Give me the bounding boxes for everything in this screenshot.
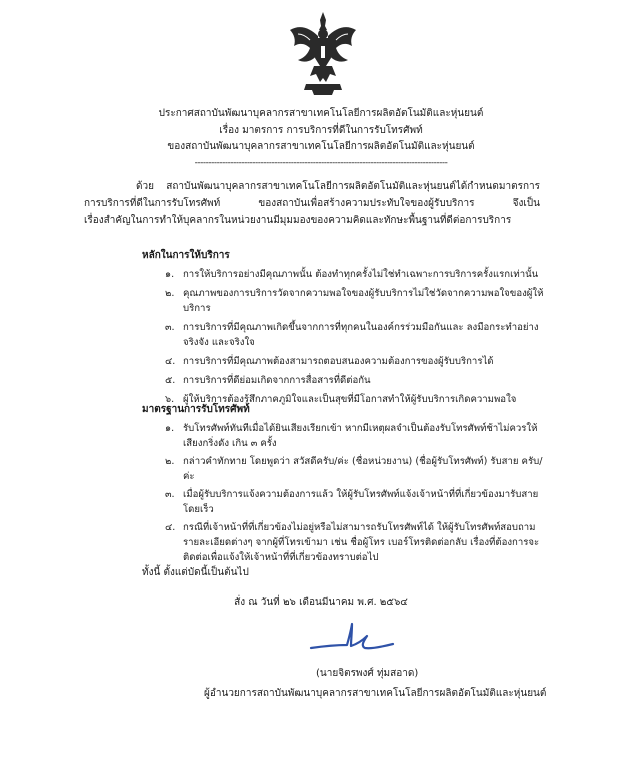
principles-heading: หลักในการให้บริการ — [142, 250, 230, 261]
list-item — [165, 421, 545, 451]
item-number: ๑. — [165, 269, 175, 280]
item-number: ๔. — [165, 522, 176, 533]
item-text: เมื่อผู้รับบริการแจ้งความต้องการแล้ว ให้ผู้รับโทรศัพท์แจ้งเจ้าหน้าที่ที่เกี่ยวข้องมารับสายโดยเร็ว — [183, 489, 539, 515]
announcement-title: ประกาศสถาบันพัฒนาบุคลากรสาขาเทคโนโลยีการผลิตอัตโนมัติและหุ่นยนต์ — [158, 108, 484, 119]
item-text: การบริการที่มีคุณภาพเกิดขึ้นจากการที่ทุกคนในองค์กรร่วมมือกันและ ลงมือกระทำอย่างจริงจัง และจริงใจ — [183, 322, 539, 348]
item-number: ๓. — [165, 489, 175, 500]
handwritten-signature-icon — [305, 618, 397, 660]
item-text: ผู้ให้บริการต้องรู้สึกภาคภูมิใจและเป็นสุขที่มีโอกาสทำให้ผู้รับบริการเกิดความพอใจ — [183, 394, 517, 405]
item-text: รับโทรศัพท์ทันทีเมื่อได้ยินเสียงเรียกเข้า หากมีเหตุผลจำเป็นต้องรับโทรศัพท์ช้าไม่ควรให้เสียงกริ่งดัง เกิน ๓ ครั้ง — [183, 423, 538, 449]
item-number: ๓. — [165, 322, 175, 333]
item-number: ๔. — [165, 356, 176, 367]
item-number: ๒. — [165, 456, 175, 467]
principles-list — [165, 267, 545, 411]
item-number: ๖. — [165, 394, 175, 405]
item-text: การบริการที่ดีย่อมเกิดจากการสื่อสารที่ดีต่อกัน — [183, 375, 371, 386]
closing-statement: ทั้งนี้ ตั้งแต่บัดนี้เป็นต้นไป — [142, 567, 249, 578]
item-number: ๕. — [165, 375, 176, 386]
announcement-subject: เรื่อง มาตรการ การบริการที่ดีในการรับโทรศัพท์ — [219, 125, 423, 136]
list-item — [165, 267, 545, 282]
intro-paragraph — [84, 178, 540, 229]
item-text: กล่าวคำทักทาย โดยพูดว่า สวัสดีครับ/ค่ะ (ชื่อหน่วยงาน) (ชื่อผู้รับโทรศัพท์) รับสาย ครับ/ค่ะ — [183, 456, 543, 482]
list-item — [165, 354, 545, 369]
list-item — [165, 487, 545, 517]
item-number: ๒. — [165, 288, 175, 299]
list-item — [165, 320, 545, 350]
list-item — [165, 373, 545, 388]
garuda-emblem-icon — [286, 10, 360, 96]
list-item — [165, 520, 545, 565]
divider: -------------------------------------------------------------------------------------------- — [194, 158, 448, 168]
issue-date: สั่ง ณ วันที่ ๒๖ เดือนมีนาคม พ.ศ. ๒๕๖๔ — [234, 597, 408, 608]
announcement-issuer: ของสถาบันพัฒนาบุคลากรสาขาเทคโนโลยีการผลิตอัตโนมัติและหุ่นยนต์ — [167, 141, 475, 152]
item-number: ๑. — [165, 423, 175, 434]
intro-line: เรื่องสำคัญในการทำให้บุคลากรในหน่วยงานมีมุมมองของความคิดและทักษะพื้นฐานที่ดีต่อการบริการ — [84, 215, 512, 226]
signer-name: (นายจิตรพงศ์ ทุ่มสอาด) — [316, 668, 419, 679]
signer-title: ผู้อำนวยการสถาบันพัฒนาบุคลากรสาขาเทคโนโลยีการผลิตอัตโนมัติและหุ่นยนต์ — [204, 688, 547, 699]
list-item — [165, 454, 545, 484]
intro-line: การบริการที่ดีในการรับโทรศัพท์ ของสถาบันเพื่อสร้างความประทับใจของผู้รับบริการ จึงเป็น — [84, 198, 540, 209]
item-text: กรณีที่เจ้าหน้าที่ที่เกี่ยวข้องไม่อยู่หรือไม่สามารถรับโทรศัพท์ได้ ให้ผู้รับโทรศัพท์สอบถามรายละเอียดต่างๆ จากผู้ที่โทรเข้ามา เช่น ชื่อผู้โทร เบอร์โทรติดต่อกลับ เรื่องที่ต้องการจะติดต่อเพื่อแจ้งให้เจ้าหน้าที่ที่เกี่ยวข้องทราบต่อไป — [183, 522, 540, 563]
list-item — [165, 286, 545, 316]
item-text: คุณภาพของการบริการวัดจากความพอใจของผู้รับบริการไม่ใช่วัดจากความพอใจของผู้ให้บริการ — [183, 288, 544, 314]
item-text: การบริการที่มีคุณภาพต้องสามารถตอบสนองความต้องการของผู้รับบริการได้ — [183, 356, 494, 367]
item-text: การให้บริการอย่างมีคุณภาพนั้น ต้องทำทุกครั้งไม่ใช่ทำเฉพาะการบริการครั้งแรกเท่านั้น — [183, 269, 539, 280]
intro-line: ด้วย สถาบันพัฒนาบุคลากรสาขาเทคโนโลยีการผลิตอัตโนมัติและหุ่นยนต์ได้กำหนดมาตรการ — [136, 181, 540, 192]
standards-list — [165, 421, 545, 568]
standards-heading: มาตรฐานการรับโทรศัพท์ — [142, 404, 250, 415]
